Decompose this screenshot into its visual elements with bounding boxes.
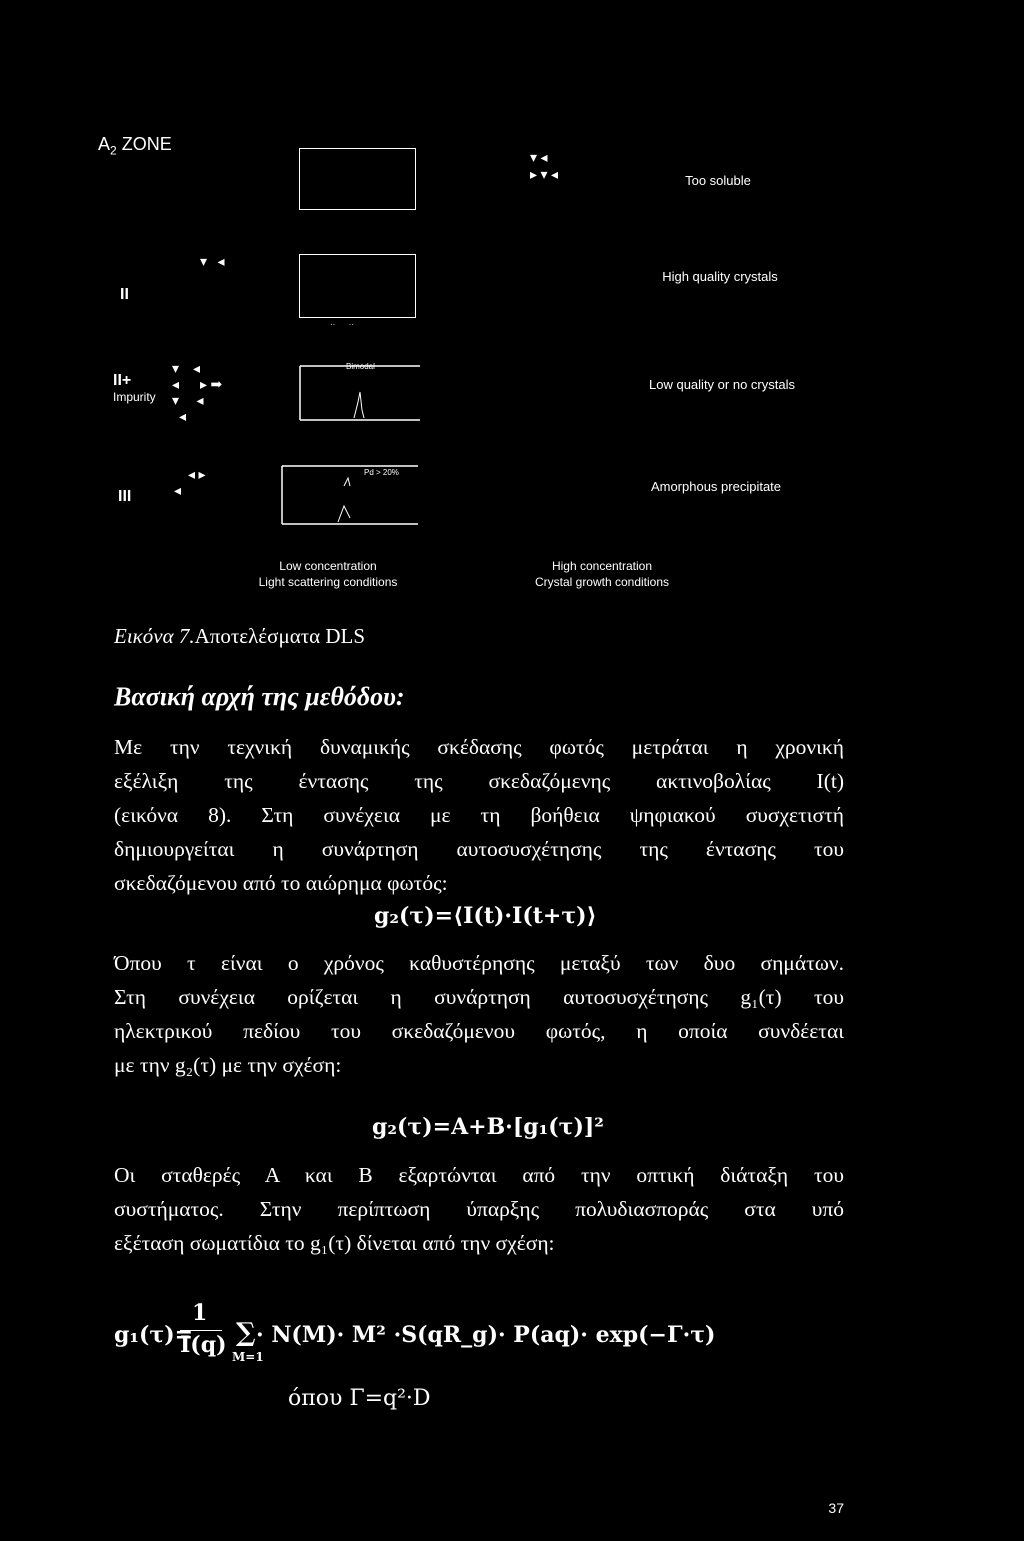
para1-line: σκεδαζόμενου από το αιώρημα φωτός:	[114, 871, 448, 895]
section-heading: Βασική αρχή της μεθόδου:	[114, 682, 405, 711]
particle-arrows-2: ▾ ◂	[200, 255, 225, 270]
plot-4-label: Pd > 20%	[364, 468, 399, 477]
outcome-row-4: Amorphous precipitate	[650, 479, 782, 494]
para2-line: Στη συνέχεια ορίζεται η συνάρτηση αυτοσυσχέτησης g₁(τ) του	[114, 985, 844, 1009]
outcome-row-1: Too soluble	[685, 173, 751, 188]
outcome-row-2: High quality crystals	[662, 269, 778, 284]
eq3-fraction-bar	[180, 1330, 222, 1331]
eq3-sum-symbol: ∑	[236, 1318, 256, 1348]
figure-caption: Εικόνα 7.Αποτελέσματα DLS	[114, 624, 366, 648]
equation-siegert: g₂(τ)=A+B·[g₁(τ)]²	[372, 1114, 604, 1140]
paragraph-3	[114, 1158, 844, 1260]
para2-line: Όπου τ είναι ο χρόνος καθυστέρησης μεταξύ των δυο σημάτων.	[114, 951, 844, 975]
dls-plot-1	[299, 148, 416, 210]
paragraph-2	[114, 946, 844, 1082]
plot-2-ticks: ·· ··	[330, 320, 354, 329]
figure-title: $A_2$ ZONE	[98, 134, 172, 158]
axis-label-low: Low concentration Light scattering conditions	[258, 559, 398, 590]
outcome-row-3: Low quality or no crystals	[649, 377, 795, 392]
para3-line: Οι σταθερές Α και Β εξαρτώνται από την οπτική διάταξη του	[114, 1163, 844, 1187]
para2-line: ηλεκτρικού πεδίου του σκεδαζόμενου φωτός, η οποία συνδέεται	[114, 1019, 844, 1043]
para1-line: Με την τεχνική δυναμικής σκέδασης φωτός μετράται η χρονική	[114, 735, 844, 759]
dls-plot-3	[296, 362, 426, 432]
narrow-curve	[344, 478, 350, 486]
bimodal-curve	[354, 392, 364, 418]
para2-line: με την g₂(τ) με την σχέση:	[114, 1053, 342, 1077]
para3-line: εξέταση σωματίδια το g₁(τ) δίνεται από την σχέση:	[114, 1231, 555, 1255]
eq3-denominator: I(q)	[180, 1332, 227, 1358]
row-label-III: III	[118, 488, 132, 505]
eq3-lhs: g₁(τ)=	[114, 1322, 194, 1348]
eq3-rhs: · N(M)· M² ·S(qR_g)· P(aq)· exp(−Γ·τ)	[256, 1322, 716, 1348]
row-label-II-impurity: II+ Impurity	[113, 372, 156, 404]
dls-plot-2	[299, 254, 416, 318]
particle-arrows-3: ▾ ◂ ◂ ▸ ➡ ▾ ◂ ◂	[172, 362, 223, 425]
dls-plot-4	[278, 464, 428, 536]
axis-label-high: High concentration Crystal growth conditions	[534, 559, 670, 590]
equation-g2-intensity: g₂(τ)=⟨I(t)·I(t+τ)⟩	[374, 903, 597, 929]
row-label-II: II	[120, 286, 129, 303]
paragraph-1	[114, 730, 844, 900]
para1-line: δημιουργείται η συνάρτηση αυτοσυσχέτησης της έντασης του	[114, 837, 844, 861]
para1-line: (εικόνα 8). Στη συνέχεια με τη βοήθεια ψηφιακού συσχετιστή	[114, 803, 844, 827]
eq3-sum-lower: M=1	[232, 1350, 264, 1364]
particle-arrows-1: ▾ ◂ ▸ ▾ ◂	[530, 151, 559, 183]
equation-gamma: όπου Γ=q²·D	[288, 1386, 431, 1411]
plot-3-label: Bimodal	[346, 362, 375, 371]
particle-arrows-4: ◂ ▸ ◂	[174, 468, 206, 499]
eq3-numerator: 1	[192, 1300, 208, 1326]
equation-g1-polydisperse	[114, 1300, 734, 1370]
para3-line: συστήματος. Στην περίπτωση ύπαρξης πολυδιασποράς στα υπό	[114, 1197, 844, 1221]
page-number: 37	[828, 1500, 844, 1516]
para1-line: εξέλιξη της έντασης της σκεδαζόμενης ακτινοβολίας Ι(t)	[114, 769, 844, 793]
broad-curve	[338, 506, 350, 522]
